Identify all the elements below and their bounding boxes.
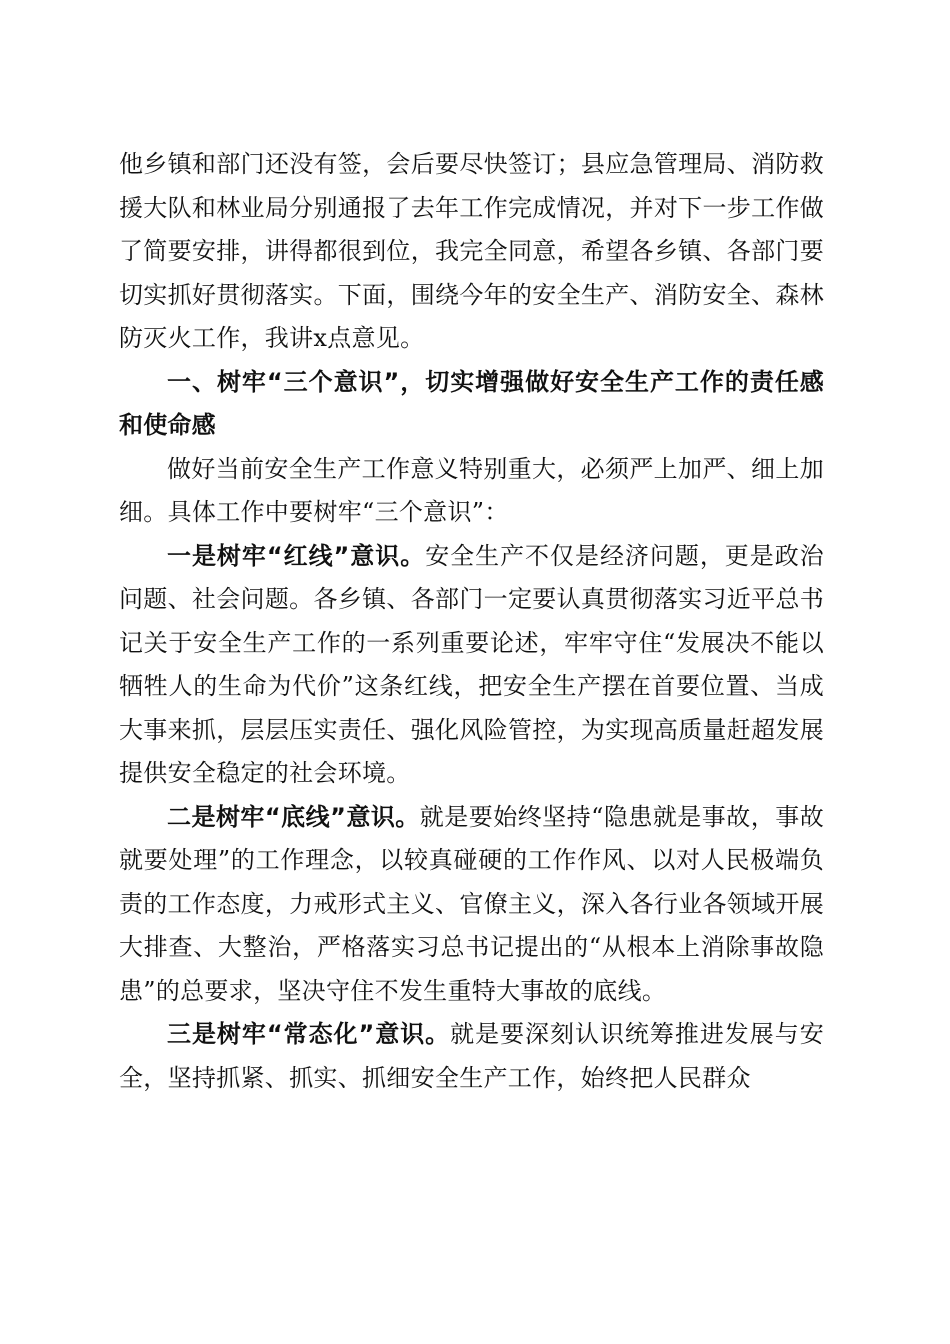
paragraph-section-intro	[119, 448, 824, 535]
paragraph-lead: 三是树牢“常态化”意识。	[167, 1020, 451, 1048]
paragraph-text: 就是要深刻认识统筹推进发展与安全，坚持抓紧、抓实、抓细安全生产工作，始终把人民群众	[119, 1020, 824, 1092]
paragraph-redline	[119, 535, 824, 796]
section-heading-text: 一、树牢“三个意识”，切实增强做好安全生产工作的责任感和使命感	[119, 367, 824, 439]
paragraph-text: 安全生产不仅是经济问题，更是政治问题、社会问题。各乡镇、各部门一定要认真贯彻落实习近平总书记关于安全生产工作的一系列重要论述，牢牢守住“发展决不能以牺牲人的生命为代价”这条红线，把安全生产摆在首要位置、当成大事来抓，层层压实责任、强化风险管控，为实现高质量赶超发展提供安全稳定的社会环境。	[119, 541, 824, 787]
document-body	[119, 143, 824, 1100]
paragraph-text: 他乡镇和部门还没有签，会后要尽快签订；县应急管理局、消防救援大队和林业局分别通报了去年工作完成情况，并对下一步工作做了简要安排，讲得都很到位，我完全同意，希望各乡镇、各部门要切实抓好贯彻落实。下面，围绕今年的安全生产、消防安全、森林防灭火工作，我讲x点意见。	[119, 150, 824, 352]
paragraph-text: 就是要始终坚持“隐患就是事故，事故就要处理”的工作理念，以较真碰硬的工作作风、以对人民极端负责的工作态度，力戒形式主义、官僚主义，深入各行业各领域开展大排查、大整治，严格落实习总书记提出的“从根本上消除事故隐患”的总要求，坚决守住不发生重特大事故的底线。	[119, 802, 824, 1005]
paragraph-intro-continuation	[119, 143, 824, 361]
paragraph-text: 做好当前安全生产工作意义特别重大，必须严上加严、细上加细。具体工作中要树牢“三个意识”：	[119, 454, 824, 526]
paragraph-bottomline	[119, 796, 824, 1014]
section-heading-1	[119, 361, 824, 448]
paragraph-normalization	[119, 1013, 824, 1100]
paragraph-lead: 一是树牢“红线”意识。	[167, 541, 426, 570]
paragraph-lead: 二是树牢“底线”意识。	[167, 802, 420, 831]
